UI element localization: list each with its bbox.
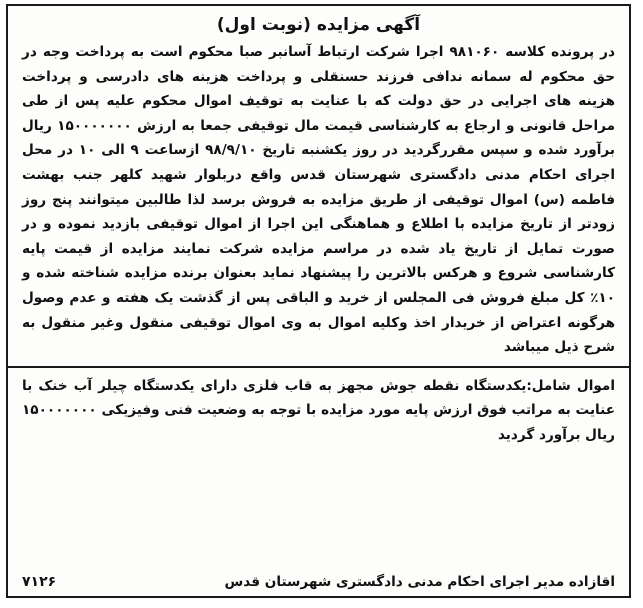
notice-title: آگهی مزایده (نوبت اول)	[216, 15, 421, 35]
notice-body: در پرونده کلاسه ۹۸۱۰۶۰ اجرا شرکت ارتباط آسانبر صبا محکوم است به پرداخت وجه در حق محکوم له سمانه ندافی فرزند حسنقلی و پرداخت هزینه های دادرسی و پرداخت هزینه های اجرایی در حق دولت که با عنایت به توقیف اموال محکوم علیه پس از طی مراحل قانونی و ارجاع به کارشناسی قیمت مال توقیفی جمعا به ارزش ۱۵۰۰۰۰۰۰۰ ریال برآورد شده و سپس مقررگردید در روز یکشنبه تاریخ ۹۸/۹/۱۰ ازساعت ۹ الی ۱۰ در محل اجرای احکام مدنی دادگستری شهرستان قدس واقع دربلوار شهید کلهر جنب بهشت فاطمه (س) اموال توقیفی از طریق مزایده به فروش برسد لذا طالبین میتوانند پنج روز زودتر از تاریخ مزایده با اطلاع و هماهنگی این اجرا از اموال توقیفی بازدید نموده و در صورت تمایل از تاریخ یاد شده در مراسم مزایده شرکت نمایند مزایده از قیمت پایه کارشناسی شروع و هرکس بالاترین را پیشنهاد نماید بعنوان برنده مزایده شناخته شده و ۱۰٪ کل مبلغ فروش فی المجلس از خرید و الباقی پس از گذشت یک هفته و عدم وصول هرگونه اعتراض از خریدار اخذ وکلیه اموال به وی اموال توقیفی منقول وغیر منقول به شرح ذیل میباشد	[22, 44, 616, 356]
signature-line: اقازاده مدیر اجرای احکام مدنی دادگستری شهرستان قدس	[224, 574, 615, 590]
section-divider	[8, 366, 629, 368]
notice-footer	[22, 574, 615, 590]
property-description: اموال شامل:یکدستگاه نقطه جوش مجهز به قاب فلزی دارای یکدستگاه چیلر آب خنک با عنایت به مراتب فوق ارزش پایه مورد مزایده با توجه به وضعیت فنی وفیزیکی ۱۵۰۰۰۰۰۰۰ ریال برآورد گردید	[22, 377, 615, 443]
notice-code: ۷۱۲۶	[22, 574, 57, 590]
auction-notice	[6, 4, 631, 598]
